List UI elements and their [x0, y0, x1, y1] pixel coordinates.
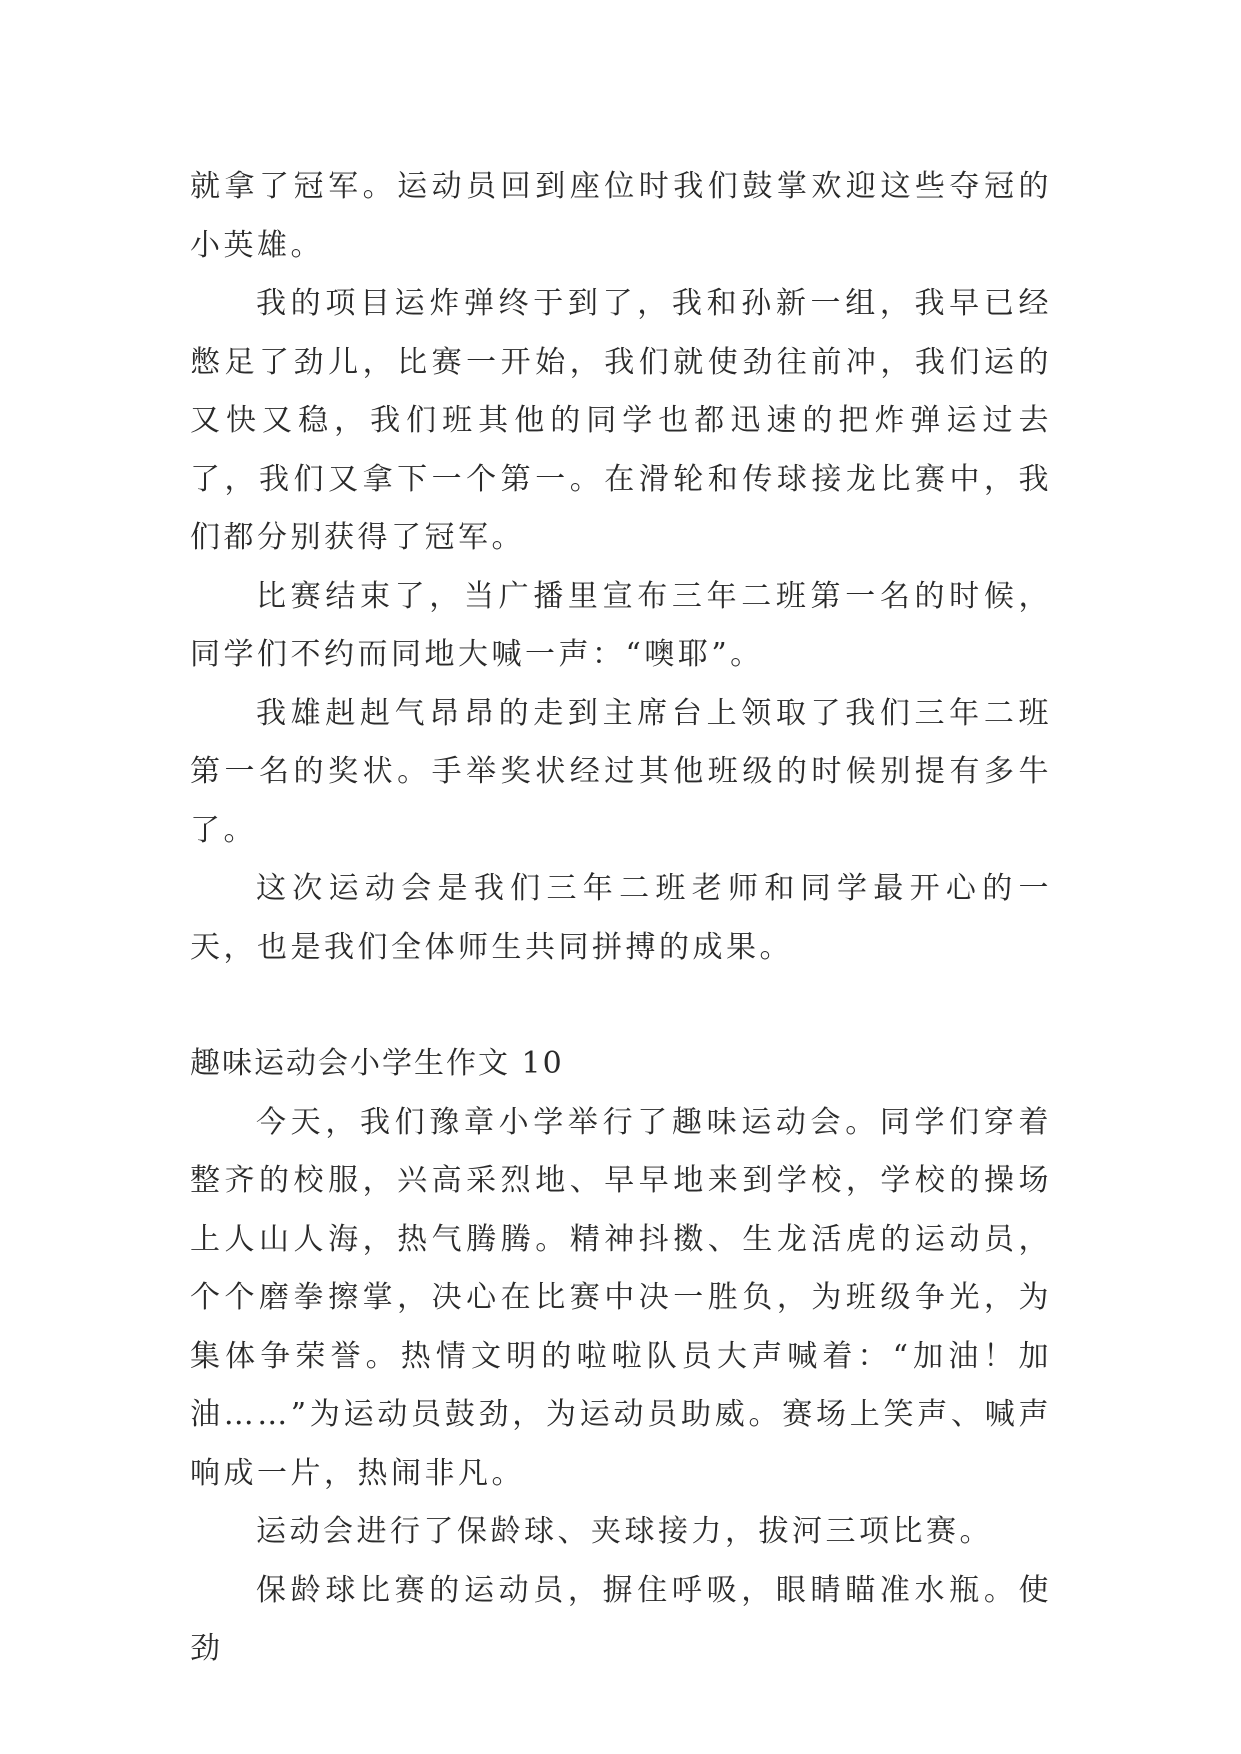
- document-body: [190, 158, 1052, 1679]
- paragraph-intro: 今天，我们豫章小学举行了趣味运动会。同学们穿着整齐的校服，兴高采烈地、早早地来到学校，学校的操场上人山人海，热气腾腾。精神抖擞、生龙活虎的运动员，个个磨拳擦掌，决心在比赛中决一胜负，为班级争光，为集体争荣誉。热情文明的啦啦队员大声喊着：“加油！加油……”为运动员鼓劲，为运动员助威。赛场上笑声、喊声响成一片，热闹非凡。: [190, 1104, 1052, 1491]
- paragraph-events: 运动会进行了保龄球、夹球接力，拔河三项比赛。: [256, 1514, 993, 1549]
- paragraph-award: 我雄赳赳气昂昂的走到主席台上领取了我们三年二班第一名的奖状。手举奖状经过其他班级的时候别提有多牛了。: [190, 695, 1052, 848]
- paragraph-continued: 就拿了冠军。运动员回到座位时我们鼓掌欢迎这些夺冠的小英雄。: [190, 169, 1052, 263]
- paragraph-results: 比赛结束了，当广播里宣布三年二班第一名的时候，同学们不约而同地大喊一声：“噢耶”。: [190, 578, 1052, 672]
- paragraph-bowling: 保龄球比赛的运动员，摒住呼吸，眼睛瞄准水瓶。使劲: [190, 1572, 1052, 1666]
- paragraph-conclusion: 这次运动会是我们三年二班老师和同学最开心的一天，也是我们全体师生共同拼搏的成果。: [190, 871, 1052, 965]
- section-spacer: [190, 977, 1052, 1035]
- section-title: 趣味运动会小学生作文 10: [190, 1046, 564, 1081]
- paragraph-bomb-race: 我的项目运炸弹终于到了，我和孙新一组，我早已经憋足了劲儿，比赛一开始，我们就使劲往前冲，我们运的又快又稳，我们班其他的同学也都迅速的把炸弹运过去了，我们又拿下一个第一。在滑轮和传球接龙比赛中，我们都分别获得了冠军。: [190, 286, 1052, 555]
